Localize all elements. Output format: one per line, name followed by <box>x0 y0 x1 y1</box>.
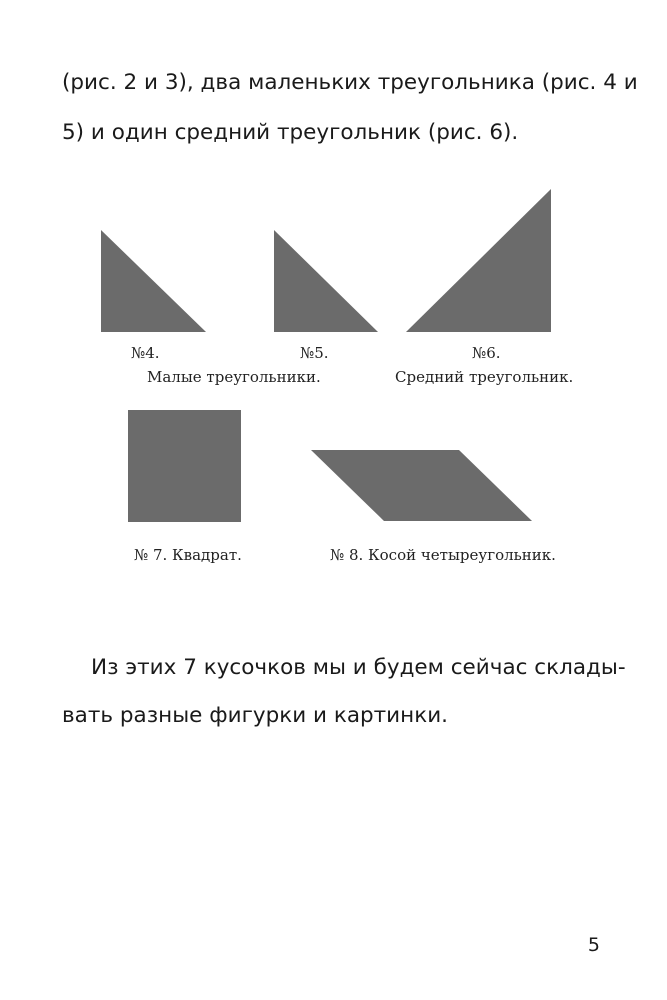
figure-6-label: №6. <box>472 344 501 362</box>
figure-5-label: №5. <box>300 344 329 362</box>
small-triangle-5 <box>274 230 378 332</box>
parallelogram-8 <box>311 450 532 521</box>
paragraph-line-4: вать разные фигурки и картинки. <box>62 703 449 728</box>
medium-triangle-caption: Средний треугольник. <box>395 368 574 386</box>
paragraph-line-1: (рис. 2 и 3), два маленьких треугольника (рис. 4 и <box>62 70 638 95</box>
small-triangles-caption: Малые треугольники. <box>147 368 321 386</box>
medium-triangle-6 <box>406 189 551 332</box>
small-triangle-4 <box>101 230 206 332</box>
square-caption: № 7. Квадрат. <box>134 546 242 564</box>
paragraph-line-2: 5) и один средний треугольник (рис. 6). <box>62 120 519 145</box>
paragraph-line-3: Из этих 7 кусочков мы и будем сейчас склады- <box>91 655 626 680</box>
square-7 <box>128 410 241 522</box>
parallelogram-caption: № 8. Косой четыреугольник. <box>330 546 556 564</box>
page-number: 5 <box>587 934 600 956</box>
figure-4-label: №4. <box>131 344 160 362</box>
